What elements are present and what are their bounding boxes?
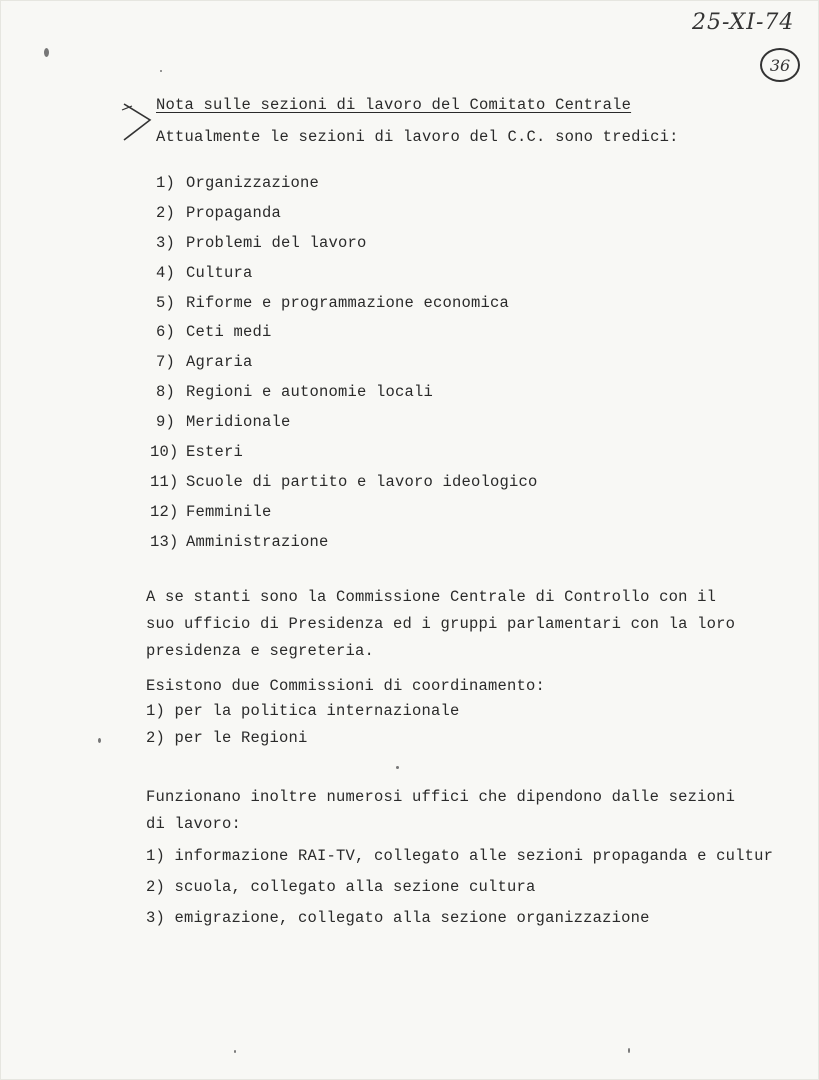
intro-text: Attualmente le sezioni di lavoro del C.C. sono tredici: <box>156 128 679 146</box>
list-item: 2) per le Regioni <box>146 729 308 747</box>
document-title: Nota sulle sezioni di lavoro del Comitato Centrale <box>156 96 632 114</box>
handwritten-arrow-icon <box>120 102 156 142</box>
list-item: 11) Scuole di partito e lavoro ideologico <box>150 472 538 491</box>
paper-speck <box>98 738 101 743</box>
list-item: 10) Esteri <box>150 443 244 462</box>
list-item: 2) scuola, collegato alla sezione cultura <box>146 878 536 896</box>
coordination-list <box>146 700 460 754</box>
folio-number: 36 <box>760 48 800 82</box>
list-item: 1) informazione RAI-TV, collegato alle sezioni propaganda e cultur <box>146 847 774 865</box>
list-item: 12) Femminile <box>150 502 272 521</box>
paper-speck <box>234 1050 236 1053</box>
list-item: 1) Organizzazione <box>156 174 320 192</box>
paragraph-line: presidenza e segreteria. <box>146 642 375 660</box>
list-item: 9) Meridionale <box>156 413 291 432</box>
offices-paragraph <box>146 784 735 838</box>
paragraph-line: di lavoro: <box>146 815 242 833</box>
list-item: 8) Regioni e autonomie locali <box>156 383 434 402</box>
paragraph-line: Funzionano inoltre numerosi uffici che dipendono dalle sezioni <box>146 788 736 806</box>
list-item: 13) Amministrazione <box>150 532 329 551</box>
list-item: 6) Ceti medi <box>156 323 272 342</box>
paper-speck <box>160 70 162 72</box>
list-item: 3) Problemi del lavoro <box>156 233 367 252</box>
list-item: 5) Riforme e programmazione economica <box>156 293 510 312</box>
paper-speck <box>628 1048 630 1053</box>
standalone-paragraph <box>146 584 735 665</box>
paper-speck <box>396 766 399 769</box>
paragraph-line: suo ufficio di Presidenza ed i gruppi parlamentari con la loro <box>146 615 736 633</box>
handwritten-date: 25-XI-74 <box>692 10 795 35</box>
list-item: 7) Agraria <box>156 353 253 372</box>
coordination-intro: Esistono due Commissioni di coordinamento: <box>146 677 546 695</box>
list-item: 3) emigrazione, collegato alla sezione organizzazione <box>146 909 650 927</box>
offices-list <box>146 845 773 938</box>
paper-speck <box>44 48 49 57</box>
sections-list <box>150 172 538 561</box>
list-item: 4) Cultura <box>156 263 253 282</box>
paragraph-line: A se stanti sono la Commissione Centrale di Controllo con il <box>146 588 717 606</box>
list-item: 2) Propaganda <box>156 203 282 222</box>
list-item: 1) per la politica internazionale <box>146 702 460 720</box>
